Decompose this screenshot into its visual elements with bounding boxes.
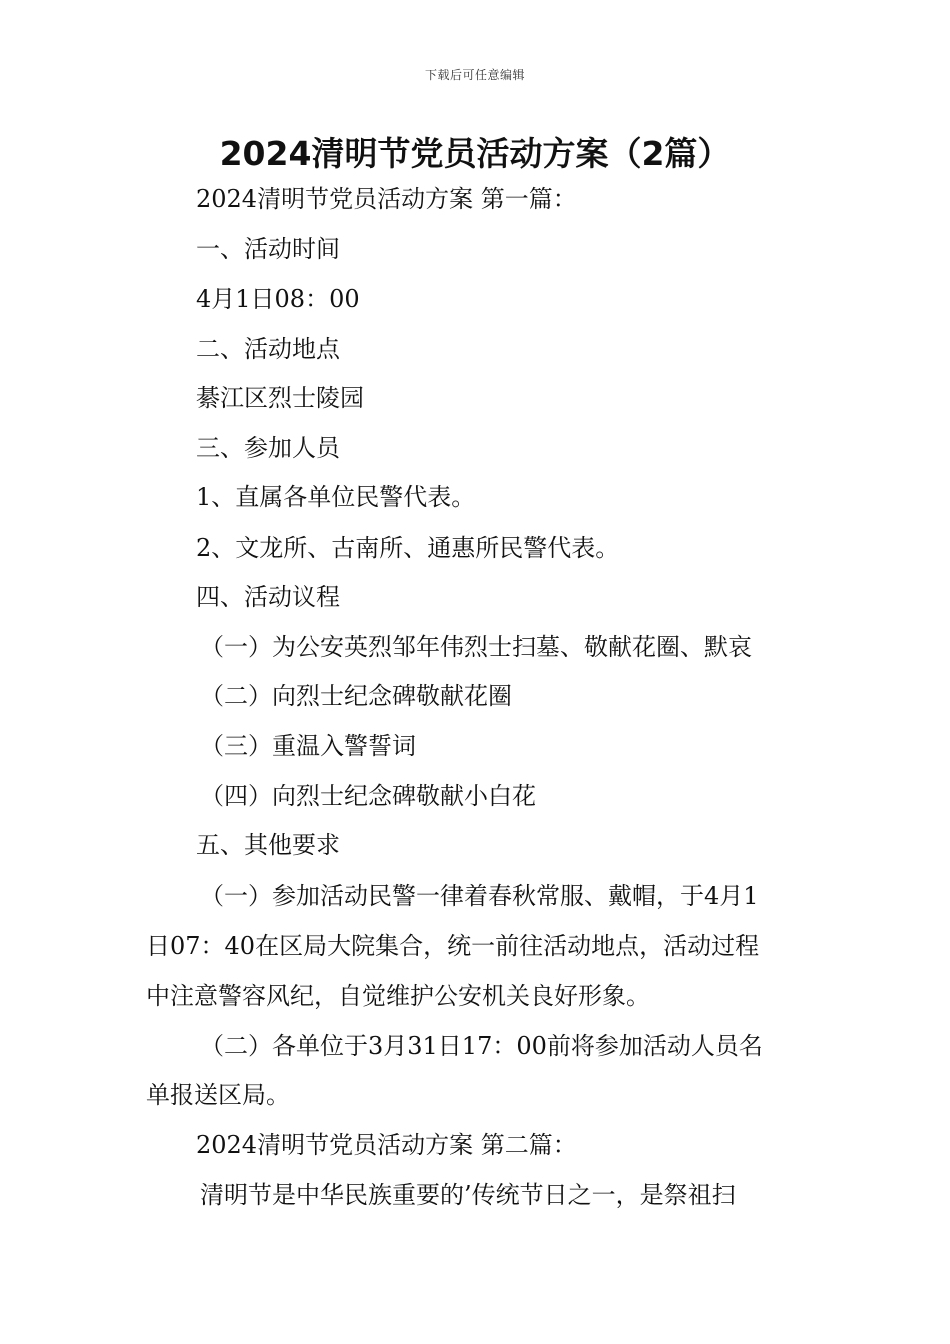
requirement-2-line-1: （二）各单位于3月31日17：00前将参加活动人员名: [200, 1032, 763, 1060]
section-heading-part-2: 2024清明节党员活动方案 第二篇：: [196, 1131, 577, 1159]
agenda-item-2: （二）向烈士纪念碑敬献花圈: [200, 682, 512, 710]
heading-activity-location: 二、活动地点: [196, 335, 340, 363]
requirement-1-line-3: 中注意警容风纪，自觉维护公安机关良好形象。: [146, 982, 650, 1010]
requirement-2-line-2: 单报送区局。: [146, 1081, 290, 1109]
agenda-item-1: （一）为公安英烈邹年伟烈士扫墓、敬献花圈、默哀: [200, 633, 752, 661]
agenda-item-3: （三）重温入警誓词: [200, 732, 416, 760]
participants-item-2: 2、文龙所、古南所、通惠所民警代表。: [196, 534, 620, 562]
heading-agenda: 四、活动议程: [196, 583, 340, 611]
section-heading-part-1: 2024清明节党员活动方案 第一篇：: [196, 185, 577, 213]
heading-activity-time: 一、活动时间: [196, 235, 340, 263]
heading-other-requirements: 五、其他要求: [196, 831, 340, 859]
part-2-paragraph-line-1: 清明节是中华民族重要的’传统节日之一，是祭祖扫: [200, 1181, 736, 1209]
agenda-item-4: （四）向烈士纪念碑敬献小白花: [200, 782, 536, 810]
participants-item-1: 1、直属各单位民警代表。: [196, 483, 476, 511]
activity-time-value: 4月1日08：00: [196, 285, 360, 313]
document-title: 2024清明节党员活动方案（2篇）: [219, 134, 731, 173]
requirement-1-line-1: （一）参加活动民警一律着春秋常服、戴帽，于4月1: [200, 882, 759, 910]
heading-participants: 三、参加人员: [196, 434, 340, 462]
header-note: 下载后可任意编辑: [424, 68, 525, 82]
requirement-1-line-2: 日07：40在区局大院集合，统一前往活动地点，活动过程: [146, 932, 760, 960]
activity-location-value: 綦江区烈士陵园: [196, 384, 364, 412]
